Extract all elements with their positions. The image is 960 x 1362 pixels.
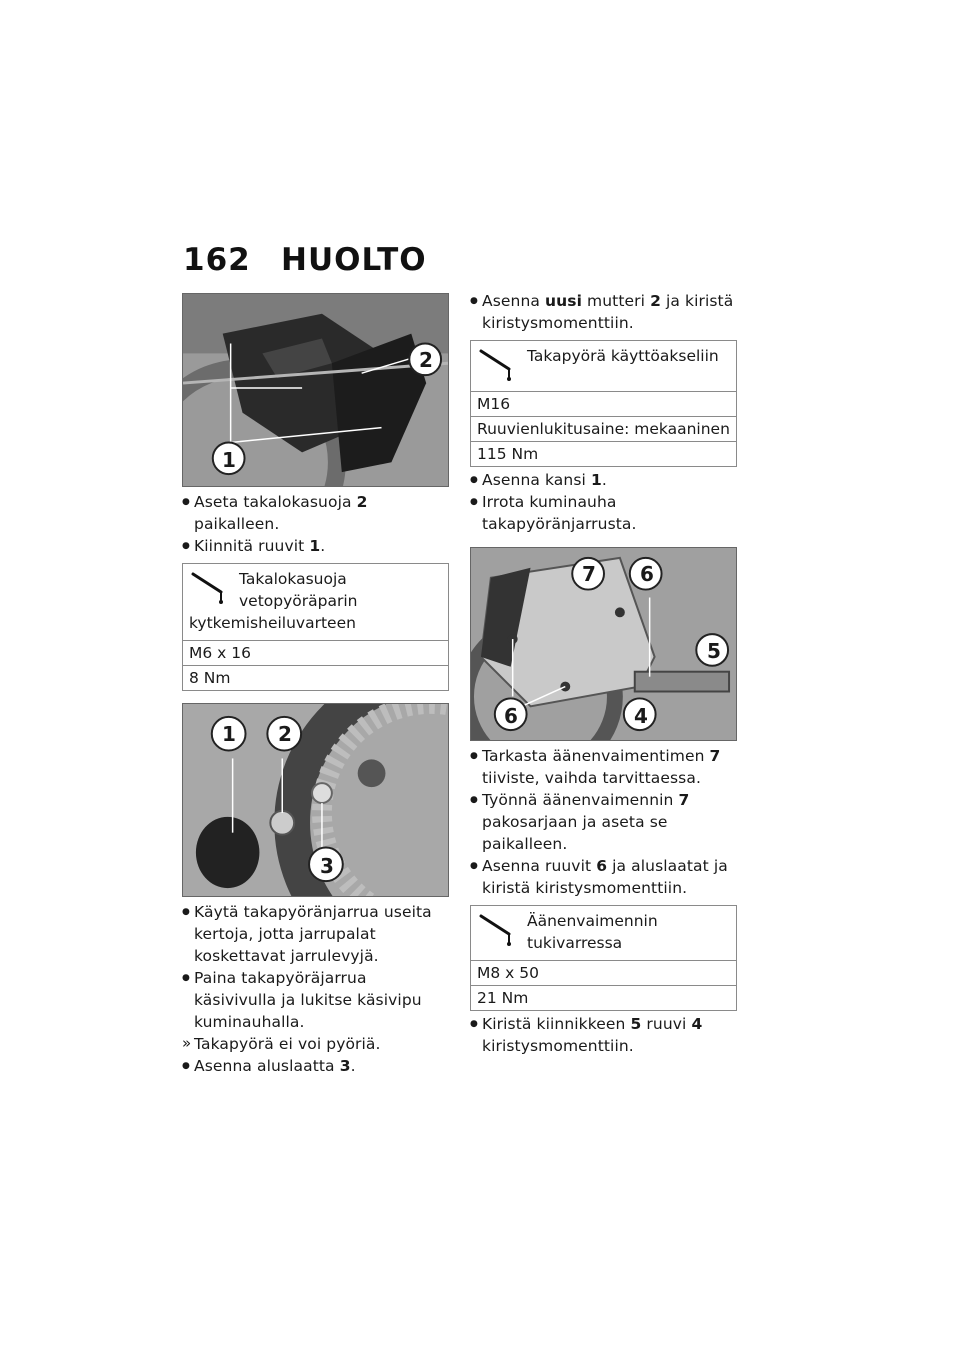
torque-wrench-icon bbox=[189, 568, 235, 604]
steps-mudguard bbox=[182, 491, 449, 557]
callout-7: 7 bbox=[582, 562, 596, 586]
right-column bbox=[470, 293, 737, 1057]
spec-title: Takapyörä käyttöakseliin bbox=[527, 347, 719, 365]
callout-1: 1 bbox=[222, 722, 236, 746]
step-item: ● Irrota kuminauha takapyöränjarrusta. bbox=[470, 491, 737, 535]
spec-size: M6 x 16 bbox=[183, 641, 448, 666]
figure-rear-mudguard bbox=[182, 293, 449, 487]
spec-size: M8 x 50 bbox=[471, 961, 736, 986]
torque-wrench-icon bbox=[477, 910, 523, 946]
step-item: ● Työnnä äänenvaimennin 7 pakosarjaan ja aseta se paikalleen. bbox=[470, 789, 737, 855]
torque-spec-drive-shaft bbox=[470, 340, 737, 467]
step-item: ● Asenna aluslaatta 3. bbox=[182, 1055, 449, 1077]
spec-title: Takalokasuoja vetopyöräparin kytkemisheiluvarteen bbox=[189, 570, 358, 632]
steps-clamp bbox=[470, 1013, 737, 1057]
spec-torque: 115 Nm bbox=[477, 445, 539, 463]
spec-size: M16 bbox=[471, 392, 736, 417]
step-item: ● Asenna ruuvit 6 ja aluslaatat ja kiristä kiristysmomenttiin. bbox=[470, 855, 737, 899]
callout-6: 6 bbox=[640, 562, 654, 586]
step-item: ● Asenna kansi 1. bbox=[470, 469, 737, 491]
callout-3: 3 bbox=[320, 854, 334, 878]
spec-title: Äänenvaimennin tukivarressa bbox=[527, 912, 658, 952]
callout-4: 4 bbox=[634, 704, 648, 728]
spec-locking: Ruuvienlukitusaine: mekaaninen bbox=[471, 417, 736, 442]
page-number: 162 bbox=[183, 242, 251, 278]
callout-2: 2 bbox=[278, 722, 292, 746]
torque-wrench-icon bbox=[477, 345, 523, 381]
spec-torque: 8 Nm bbox=[189, 669, 231, 687]
step-item: ● Asenna uusi mutteri 2 ja kiristä kiristysmomenttiin. bbox=[470, 290, 737, 334]
callout-2: 2 bbox=[419, 348, 433, 372]
steps-cover bbox=[470, 469, 737, 535]
step-item: ● Kiinnitä ruuvit 1. bbox=[182, 535, 449, 557]
page-header bbox=[183, 242, 427, 282]
callout-5: 5 bbox=[707, 639, 721, 663]
step-item: ● Aseta takalokasuoja 2 paikalleen. bbox=[182, 491, 449, 535]
steps-nut bbox=[470, 290, 737, 334]
callout-6: 6 bbox=[504, 704, 518, 728]
step-item: ● Tarkasta äänenvaimentimen 7 tiiviste, vaihda tarvittaessa. bbox=[470, 745, 737, 789]
figure-silencer bbox=[470, 547, 737, 741]
torque-spec-mudguard bbox=[182, 563, 449, 691]
spec-torque: 21 Nm bbox=[477, 989, 529, 1007]
step-result: » Takapyörä ei voi pyöriä. bbox=[182, 1033, 449, 1055]
callout-1: 1 bbox=[222, 448, 236, 472]
step-item: ● Käytä takapyöränjarrua useita kertoja, jotta jarrupalat koskettavat jarrulevyjä. bbox=[182, 901, 449, 967]
torque-spec-silencer bbox=[470, 905, 737, 1011]
steps-silencer bbox=[470, 745, 737, 899]
steps-brake bbox=[182, 901, 449, 1077]
left-column bbox=[182, 293, 449, 1077]
figure-wheel-cover bbox=[182, 703, 449, 897]
step-item: ● Kiristä kiinnikkeen 5 ruuvi 4 kiristysmomenttiin. bbox=[470, 1013, 737, 1057]
section-title: HUOLTO bbox=[281, 242, 427, 278]
step-item: ● Paina takapyöräjarrua käsivivulla ja lukitse käsivipu kuminauhalla. bbox=[182, 967, 449, 1033]
